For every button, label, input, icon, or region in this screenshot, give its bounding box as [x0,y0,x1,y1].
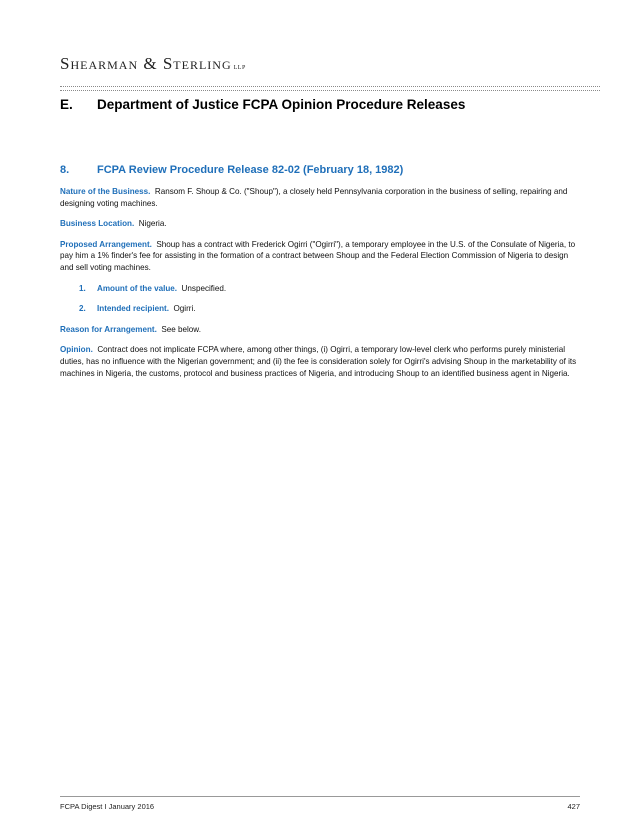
list-item-text: Ogirri. [173,304,196,314]
list-item-label: Amount of the value. [97,283,178,293]
firm-logo [60,54,246,74]
nature-label: Nature of the Business. [60,187,151,196]
location-paragraph [60,218,582,230]
arrangement-label: Proposed Arrangement. [60,239,152,249]
section-title: Department of Justice FCPA Opinion Procedure Releases [97,97,466,112]
nature-paragraph [60,186,582,209]
arrangement-paragraph [60,239,582,274]
list-item [79,283,582,295]
page-number: 427 [567,802,580,811]
location-text: Nigeria. [138,219,167,229]
release-heading [60,164,403,176]
firm-suffix: LLP [233,65,246,71]
list-item-text: Unspecified. [181,283,227,293]
list-item-label: Intended recipient. [97,304,169,314]
reason-label: Reason for Arrangement. [60,324,157,334]
opinion-text: Contract does not implicate FCPA where, among other things, (i) Ogirri, a temporary low-level clerk who performs purely ministerial duties, has no influence with the Nigerian government; and (ii) the fee is consideration solely for Ogirri's advising Shoup in the marketability of its machines in Nigeria, the customs, protocol and business practices of Nigeria, and introducing Shoup to an identified business agent in Nigeria. [60,345,577,378]
list-item [79,303,582,315]
reason-paragraph [60,324,582,336]
section-heading [60,97,465,112]
list-item-number: 1. [79,283,86,293]
opinion-paragraph [60,344,582,379]
footer-divider [60,796,580,797]
arrangement-text: Shoup has a contract with Frederick Ogirri ("Ogirri"), a temporary employee in the U.S. of the Consulate of Nigeria, to pay him a 1% finder's fee for assisting in the formation of a contract between Shoup and the Federal Election Commission of Nigeria to design and sell voting machines. [60,239,576,272]
footer-publication: FCPA Digest I January 2016 [60,802,155,811]
section-number: E. [60,97,73,112]
nature-text: Ransom F. Shoup & Co. ("Shoup"), a closely held Pennsylvania corporation in the business of selling, repairing and designing voting machines. [60,187,568,208]
firm-name: Shearman & Sterling [60,54,232,73]
release-number: 8. [60,164,70,176]
header-divider [60,86,600,91]
release-title: FCPA Review Procedure Release 82-02 (February 18, 1982) [97,164,404,176]
release-body [60,186,582,388]
opinion-label: Opinion. [60,345,93,355]
reason-text: See below. [161,324,201,334]
location-label: Business Location. [60,219,135,229]
list-item-number: 2. [79,304,86,314]
